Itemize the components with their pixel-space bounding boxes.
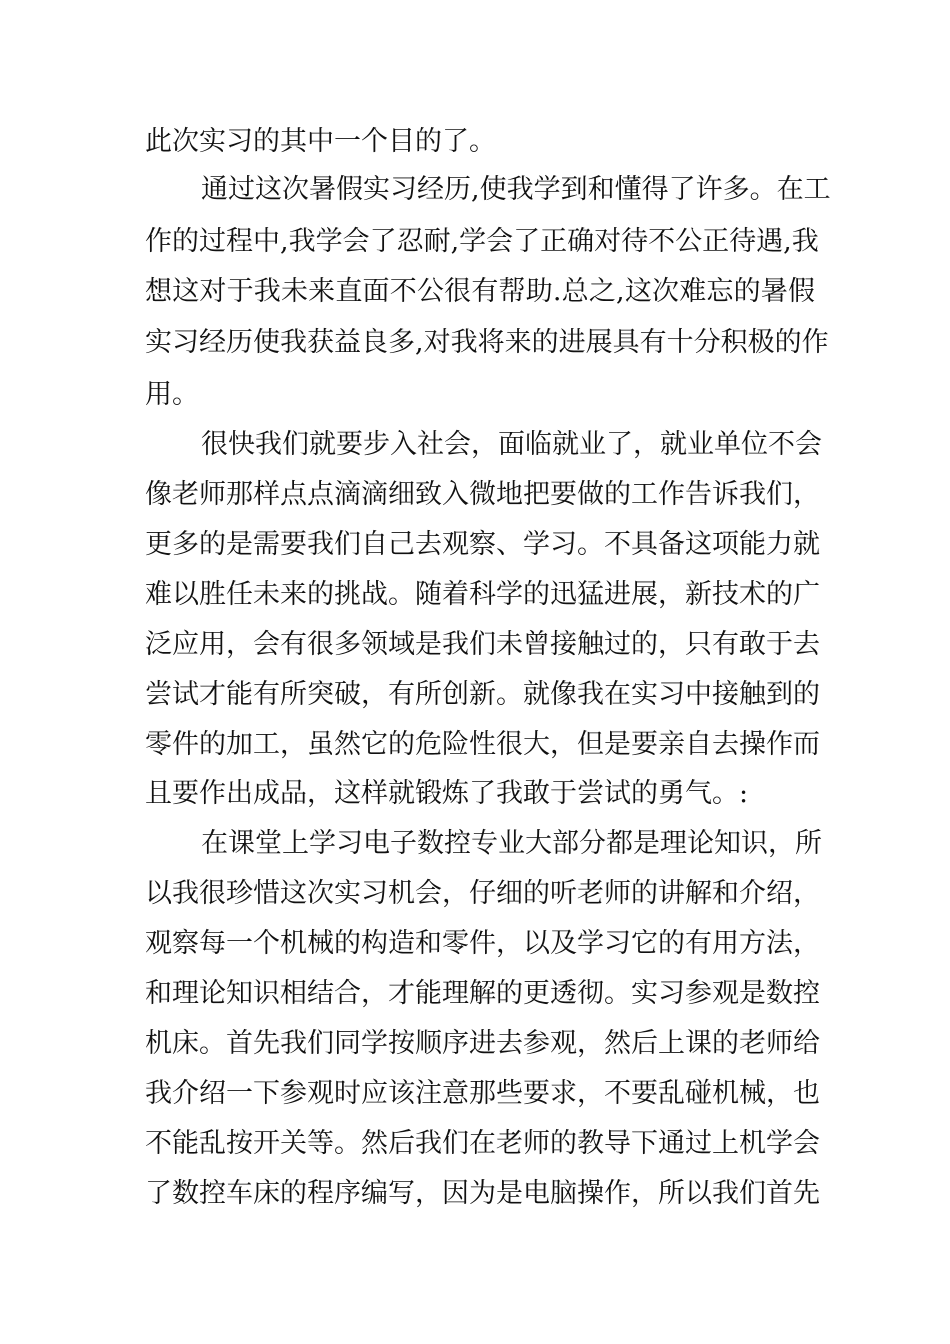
line-text: 了数控车床的程序编写，因为是电脑操作，所以我们首先: [145, 1178, 820, 1209]
line-text: 不能乱按开关等。然后我们在老师的教导下通过上机学会: [145, 1128, 820, 1159]
line-text: 观察每一个机械的构造和零件，以及学习它的有用方法，: [145, 928, 820, 959]
paragraph-line: [145, 678, 820, 712]
line-text: 像老师那样点点滴滴细致入微地把要做的工作告诉我们，: [145, 479, 820, 510]
paragraph-line: [145, 777, 815, 811]
line-text: 以我很珍惜这次实习机会，仔细的听老师的讲解和介绍，: [145, 878, 820, 909]
paragraph-line: [145, 578, 820, 612]
paragraph-line: [145, 528, 820, 562]
paragraph-line: [201, 428, 822, 462]
line-text: 作的过程中,我学会了忍耐,学会了正确对待不公正待遇,我: [145, 226, 819, 257]
paragraph-line: [145, 478, 820, 512]
paragraph-line: [145, 125, 815, 159]
paragraph-line: [145, 378, 815, 412]
paragraph-line: [145, 977, 820, 1011]
line-text: 机床。首先我们同学按顺序进去参观，然后上课的老师给: [145, 1028, 820, 1059]
paragraph-line: [145, 1177, 820, 1211]
paragraph-line: [145, 728, 820, 762]
line-text: 在课堂上学习电子数控专业大部分都是理论知识，所: [201, 828, 822, 859]
line-text: 尝试才能有所突破，有所创新。就像我在实习中接触到的: [145, 679, 820, 710]
line-text: 更多的是需要我们自己去观察、学习。不具备这项能力就: [145, 529, 820, 560]
paragraph-line: [201, 827, 822, 861]
line-text: 难以胜任未来的挑战。随着科学的迅猛进展，新技术的广: [145, 579, 820, 610]
paragraph-line: [201, 173, 831, 207]
paragraph-line: [145, 1077, 820, 1111]
line-text: 且要作出成品，这样就锻炼了我敢于尝试的勇气。:: [145, 778, 749, 809]
line-text: 想这对于我未来直面不公很有帮助.总之,这次难忘的暑假: [145, 276, 815, 307]
line-text: 很快我们就要步入社会，面临就业了，就业单位不会: [201, 429, 822, 460]
line-text: 用。: [145, 379, 199, 410]
line-text: 和理论知识相结合，才能理解的更透彻。实习参观是数控: [145, 978, 820, 1009]
paragraph-line: [145, 927, 820, 961]
paragraph-line: [145, 275, 815, 309]
line-text: 实习经历使我获益良多,对我将来的进展具有十分积极的作: [145, 327, 829, 358]
line-text: 此次实习的其中一个目的了。: [145, 126, 496, 157]
line-text: 我介绍一下参观时应该注意那些要求，不要乱碰机械，也: [145, 1078, 820, 1109]
paragraph-line: [145, 877, 820, 911]
paragraph-line: [145, 326, 829, 360]
line-text: 通过这次暑假实习经历,使我学到和懂得了许多。在工: [201, 174, 831, 205]
line-text: 零件的加工，虽然它的危险性很大，但是要亲自去操作而: [145, 729, 820, 760]
paragraph-line: [145, 1027, 820, 1061]
paragraph-line: [145, 1127, 820, 1161]
line-text: 泛应用，会有很多领域是我们未曾接触过的，只有敢于去: [145, 629, 820, 660]
paragraph-line: [145, 628, 820, 662]
paragraph-line: [145, 225, 819, 259]
